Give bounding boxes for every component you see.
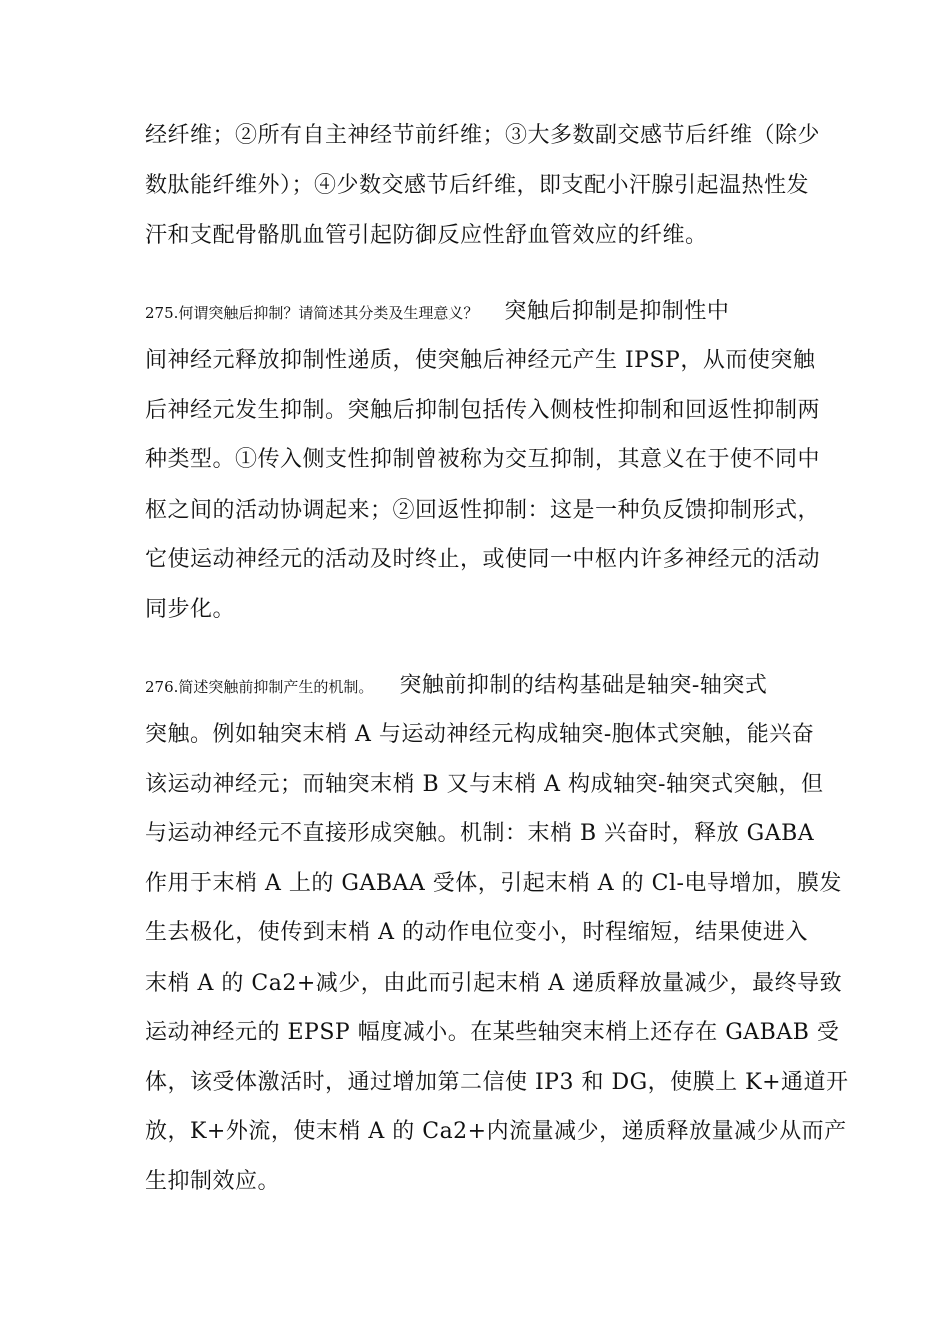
para1-line-2: 数肽能纤维外）；④少数交感节后纤维，即支配小汗腺引起温热性发 <box>145 173 810 198</box>
q275-line-7: 同步化。 <box>145 597 236 622</box>
q276-line-9: 体，该受体激活时，通过增加第二信使 IP3 和 DG，使膜上 K+通道开 <box>145 1070 849 1095</box>
q275-line-2: 间神经元释放抑制性递质，使突触后神经元产生 IPSP，从而使突触 <box>145 348 816 373</box>
q276-question-label: 276.简述突触前抑制产生的机制。 <box>145 678 374 696</box>
q276-line-2: 突触。例如轴突末梢 A 与运动神经元构成轴突-胞体式突触，能兴奋 <box>145 722 815 747</box>
q276-line-4: 与运动神经元不直接形成突触。机制：末梢 B 兴奋时，释放 GABA <box>145 821 815 846</box>
q275-line-5: 枢之间的活动协调起来；②回返性抑制：这是一种负反馈抑制形式， <box>145 498 821 523</box>
para1-line-3: 汗和支配骨骼肌血管引起防御反应性舒血管效应的纤维。 <box>145 223 708 248</box>
para1-line-1: 经纤维；②所有自主神经节前纤维；③大多数副交感节后纤维（除少 <box>145 123 821 148</box>
q276-line-11: 生抑制效应。 <box>145 1169 281 1194</box>
q275-line-6: 它使运动神经元的活动及时终止，或使同一中枢内许多神经元的活动 <box>145 547 821 572</box>
q276-line-8: 运动神经元的 EPSP 幅度减小。在某些轴突末梢上还存在 GABAB 受 <box>145 1020 840 1045</box>
q276-line-6: 生去极化，使传到末梢 A 的动作电位变小，时程缩短，结果使进入 <box>145 920 808 945</box>
q275-line-3: 后神经元发生抑制。突触后抑制包括传入侧枝性抑制和回返性抑制两 <box>145 398 821 423</box>
q276-line-3: 该运动神经元；而轴突末梢 B 又与末梢 A 构成轴突-轴突式突触，但 <box>145 772 824 797</box>
q276-first-line <box>145 668 808 704</box>
q275-line-4: 种类型。①传入侧支性抑制曾被称为交互抑制，其意义在于使不同中 <box>145 447 821 472</box>
q276-line-7: 末梢 A 的 Ca2+减少，由此而引起末梢 A 递质释放量减少，最终导致 <box>145 971 843 996</box>
q276-line-10: 放，K+外流，使末梢 A 的 Ca2+内流量减少，递质释放量减少从而产 <box>145 1119 847 1144</box>
q276-line-5: 作用于末梢 A 上的 GABAA 受体，引起末梢 A 的 Cl-电导增加，膜发 <box>145 871 842 896</box>
q276-answer-start: 突触前抑制的结构基础是轴突-轴突式 <box>399 673 768 698</box>
q275-first-line <box>145 294 808 330</box>
q275-answer-start: 突触后抑制是抑制性中 <box>504 299 730 324</box>
q275-question-label: 275.何谓突触后抑制？请简述其分类及生理意义？ <box>145 304 479 322</box>
